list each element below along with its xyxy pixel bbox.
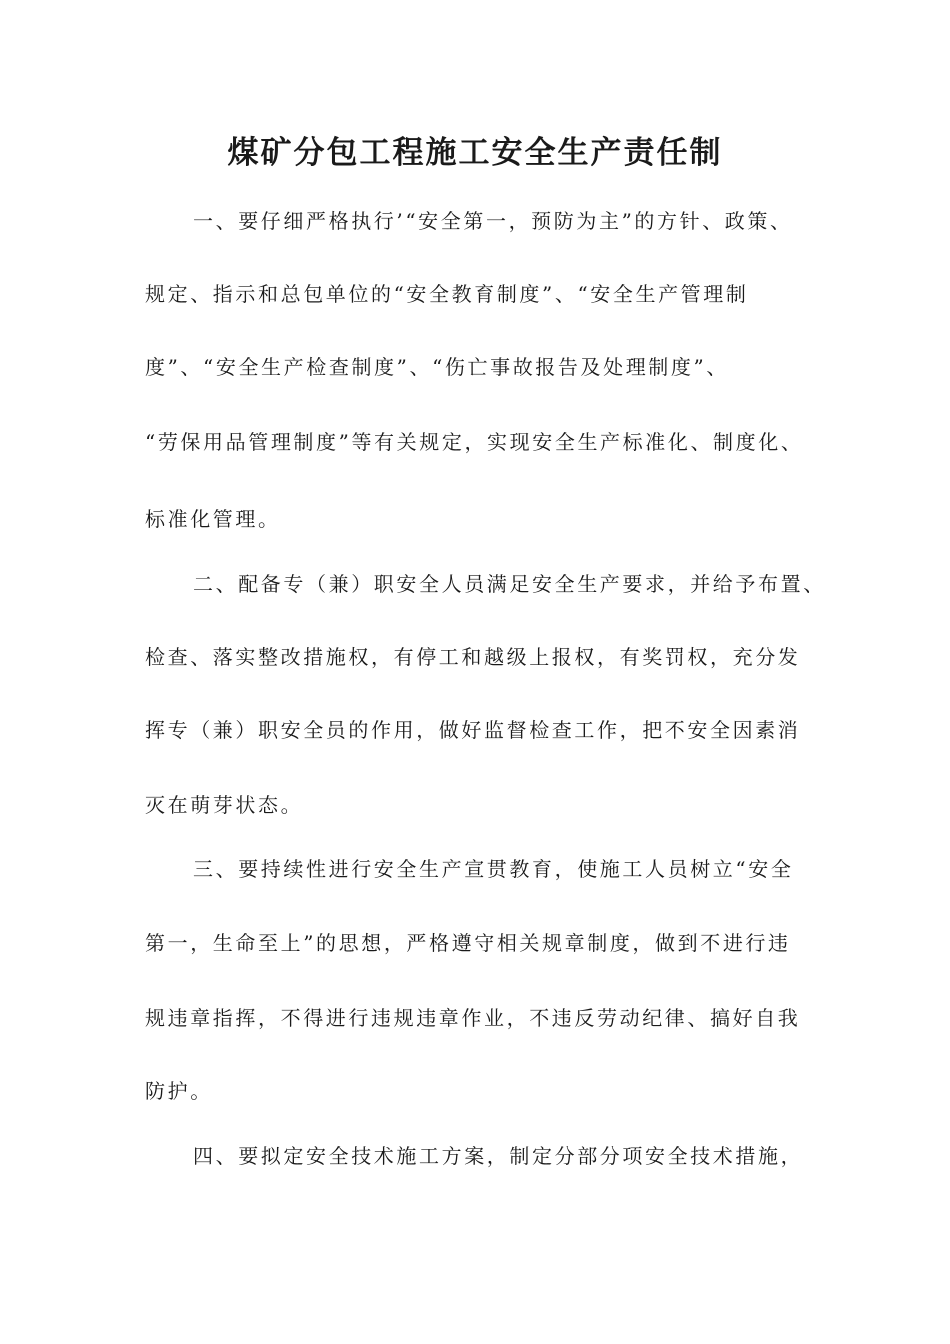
paragraph-3-line-1: 三、要持续性进行安全生产宣贯教育，使施工人员树立“安全 — [193, 857, 794, 881]
paragraph-1-line-3: 度”、“安全生产检查制度”、“伤亡事故报告及处理制度”、 — [145, 355, 729, 379]
paragraph-1-line-4: “劳保用品管理制度”等有关规定，实现安全生产标准化、制度化、 — [145, 430, 804, 454]
paragraph-1-line-1: 一、要仔细严格执行’“安全第一，预防为主”的方针、政策、 — [193, 209, 793, 233]
paragraph-3-line-2: 第一，生命至上”的思想，严格遵守相关规章制度，做到不进行违 — [145, 931, 791, 955]
paragraph-4-line-1: 四、要拟定安全技术施工方案，制定分部分项安全技术措施， — [193, 1144, 804, 1168]
document-title: 煤矿分包工程施工安全生产责任制 — [227, 135, 723, 171]
paragraph-1-line-5: 标准化管理。 — [145, 507, 281, 531]
paragraph-1-line-2: 规定、指示和总包单位的“安全教育制度”、“安全生产管理制 — [145, 282, 749, 306]
paragraph-2-line-3: 挥专（兼）职安全员的作用，做好监督检查工作，把不安全因素消 — [145, 718, 801, 742]
paragraph-2-line-1: 二、配备专（兼）职安全人员满足安全生产要求，并给予布置、 — [193, 572, 826, 596]
paragraph-2-line-2: 检查、落实整改措施权，有停工和越级上报权，有奖罚权，充分发 — [145, 645, 801, 669]
paragraph-3-line-3: 规违章指挥，不得进行违规违章作业，不违反劳动纪律、搞好自我 — [145, 1006, 801, 1030]
paragraph-2-line-4: 灭在萌芽状态。 — [145, 793, 304, 817]
paragraph-3-line-4: 防护。 — [145, 1079, 213, 1103]
